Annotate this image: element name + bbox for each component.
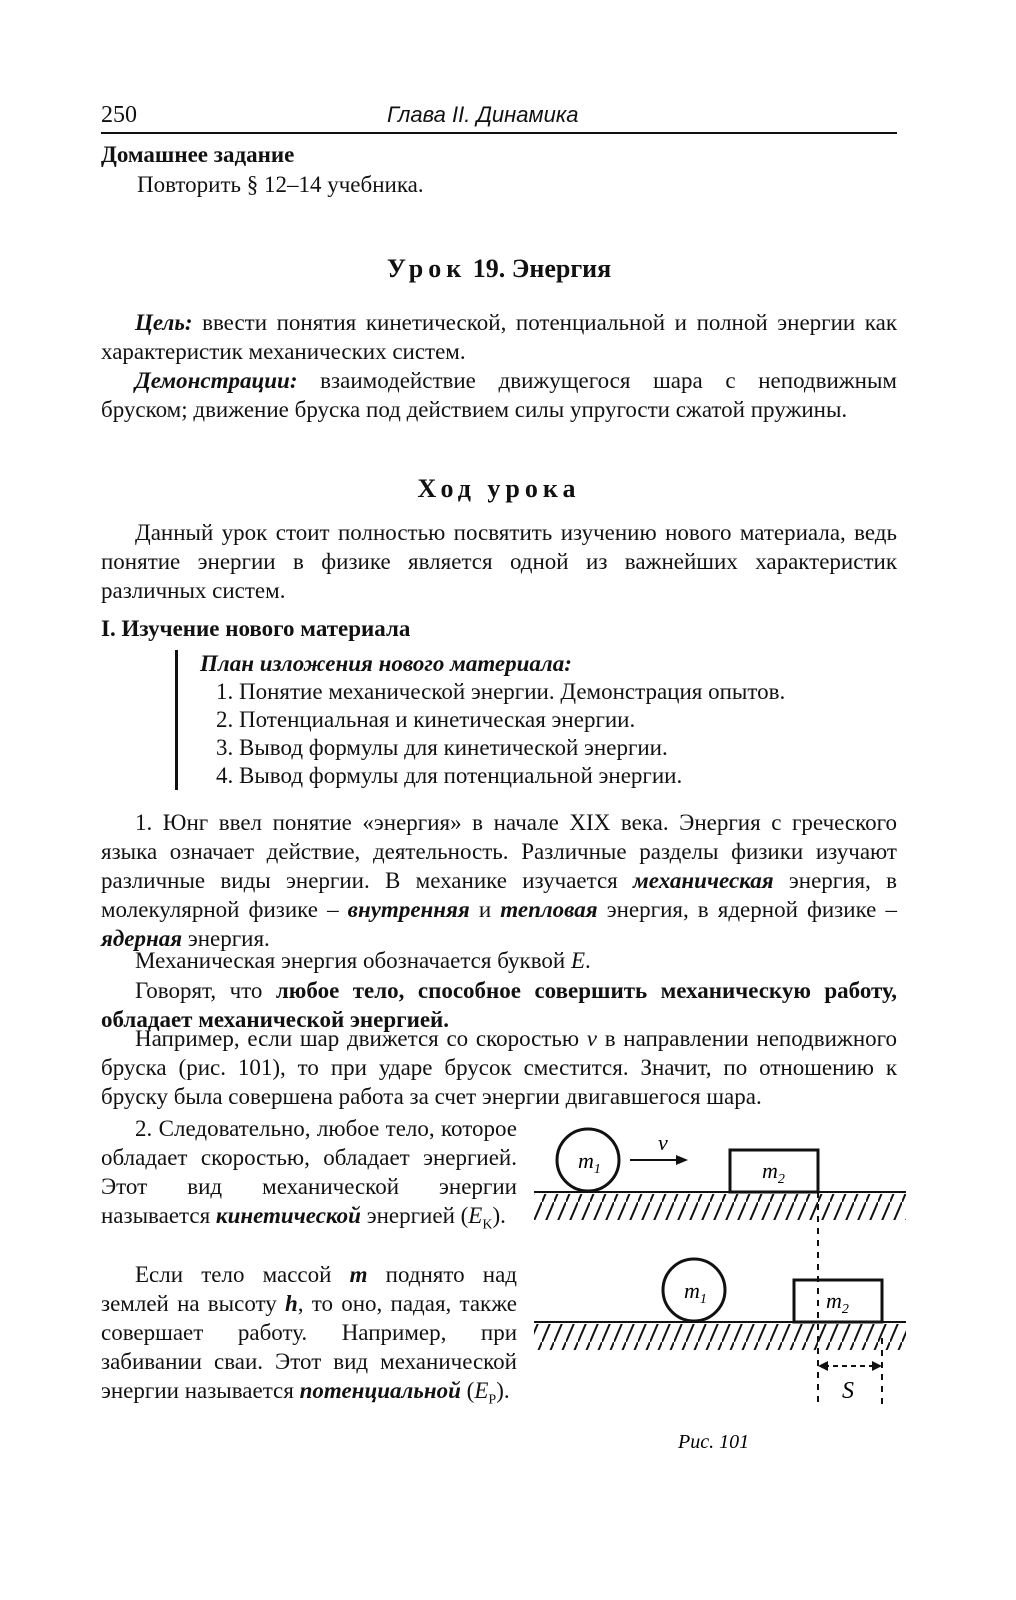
- homework-heading: Домашнее задание: [101, 142, 295, 167]
- page-number: 250: [101, 102, 137, 128]
- label-m2-bottom: $m_2$: [826, 1288, 849, 1317]
- plan-item: 4. Вывод формулы для потенциальной энергии.: [216, 763, 683, 788]
- ground-hatching-top: [534, 1194, 906, 1220]
- label-displacement: S: [842, 1378, 854, 1404]
- label-velocity: v: [658, 1130, 668, 1155]
- paragraph-example: Например, если шар движется со скоростью v в направлении неподвижного бруска (рис. 101), то при ударе брусок сместится. Значит, по отношению к бруску была совершена работа за счет энергии двигавшегося шара.: [101, 1026, 897, 1109]
- velocity-arrowhead: [676, 1155, 688, 1165]
- lesson-goal: Цель: ввести понятия кинетической, потенциальной и полной энергии как характеристик механических систем.: [101, 310, 897, 364]
- displacement-arrowhead-right: [872, 1361, 882, 1371]
- material-plan: [175, 650, 840, 790]
- paragraph-energy-definition: Говорят, что любое тело, способное совершить механическую работу, обладает механической энергией.: [101, 978, 897, 1032]
- ground-hatching-bottom: [534, 1324, 906, 1350]
- course-intro: Данный урок стоит полностью посвятить изучению нового материала, ведь понятие энергии в физике является одной из важнейших характеристик различных систем.: [101, 520, 897, 603]
- figure-101-diagram: [530, 1118, 910, 1458]
- label-m1-top: $m_1$: [578, 1148, 601, 1177]
- running-header: [101, 98, 897, 134]
- label-m2-top: $m_2$: [762, 1158, 785, 1187]
- paragraph-energy-history: 1. Юнг ввел понятие «энергия» в начале XIX века. Энергия с греческого языка означает действие, деятельность. Различные разделы физики изучают различные виды энергии. В механике изучается механическая энергия, в молекулярной физике – внутренняя и тепловая энергия, в ядерной физике – ядерная энергия.: [101, 810, 897, 951]
- paragraph-potential: Если тело массой m поднято над землей на высоту h, то оно, падая, также совершает работу. Например, при забивании сваи. Этот вид механической энергии называется потенциальной $(E_P)$.: [101, 1262, 518, 1408]
- plan-item: 1. Понятие механической энергии. Демонстрация опытов.: [216, 679, 786, 704]
- section-heading: I. Изучение нового материала: [101, 616, 411, 641]
- paragraph-energy-letter: Механическая энергия обозначается буквой E.: [135, 948, 591, 973]
- label-m1-bottom: $m_1$: [684, 1278, 707, 1307]
- figure-caption: Рис. 101: [678, 1431, 750, 1453]
- lesson-demonstrations: Демонстрации: взаимодействие движущегося шара с неподвижным бруском; движение бруска под действием силы упругости сжатой пружины.: [101, 368, 897, 422]
- plan-item: 3. Вывод формулы для кинетической энергии.: [216, 735, 668, 760]
- lesson-title: Урок 19. Энергия: [386, 254, 612, 283]
- homework-text: Повторить § 12–14 учебника.: [137, 172, 424, 197]
- paragraph-kinetic: 2. Следовательно, любое тело, которое обладает скоростью, обладает энергией. Этот вид механической энергии называется кинетической энергией $(E_K)$.: [101, 1116, 517, 1233]
- course-heading: Ход урока: [417, 474, 581, 503]
- plan-title: План изложения нового материала:: [200, 651, 572, 676]
- displacement-arrowhead-left: [818, 1361, 828, 1371]
- running-title: Глава II. Динамика: [387, 102, 579, 127]
- plan-item: 2. Потенциальная и кинетическая энергии.: [216, 707, 636, 732]
